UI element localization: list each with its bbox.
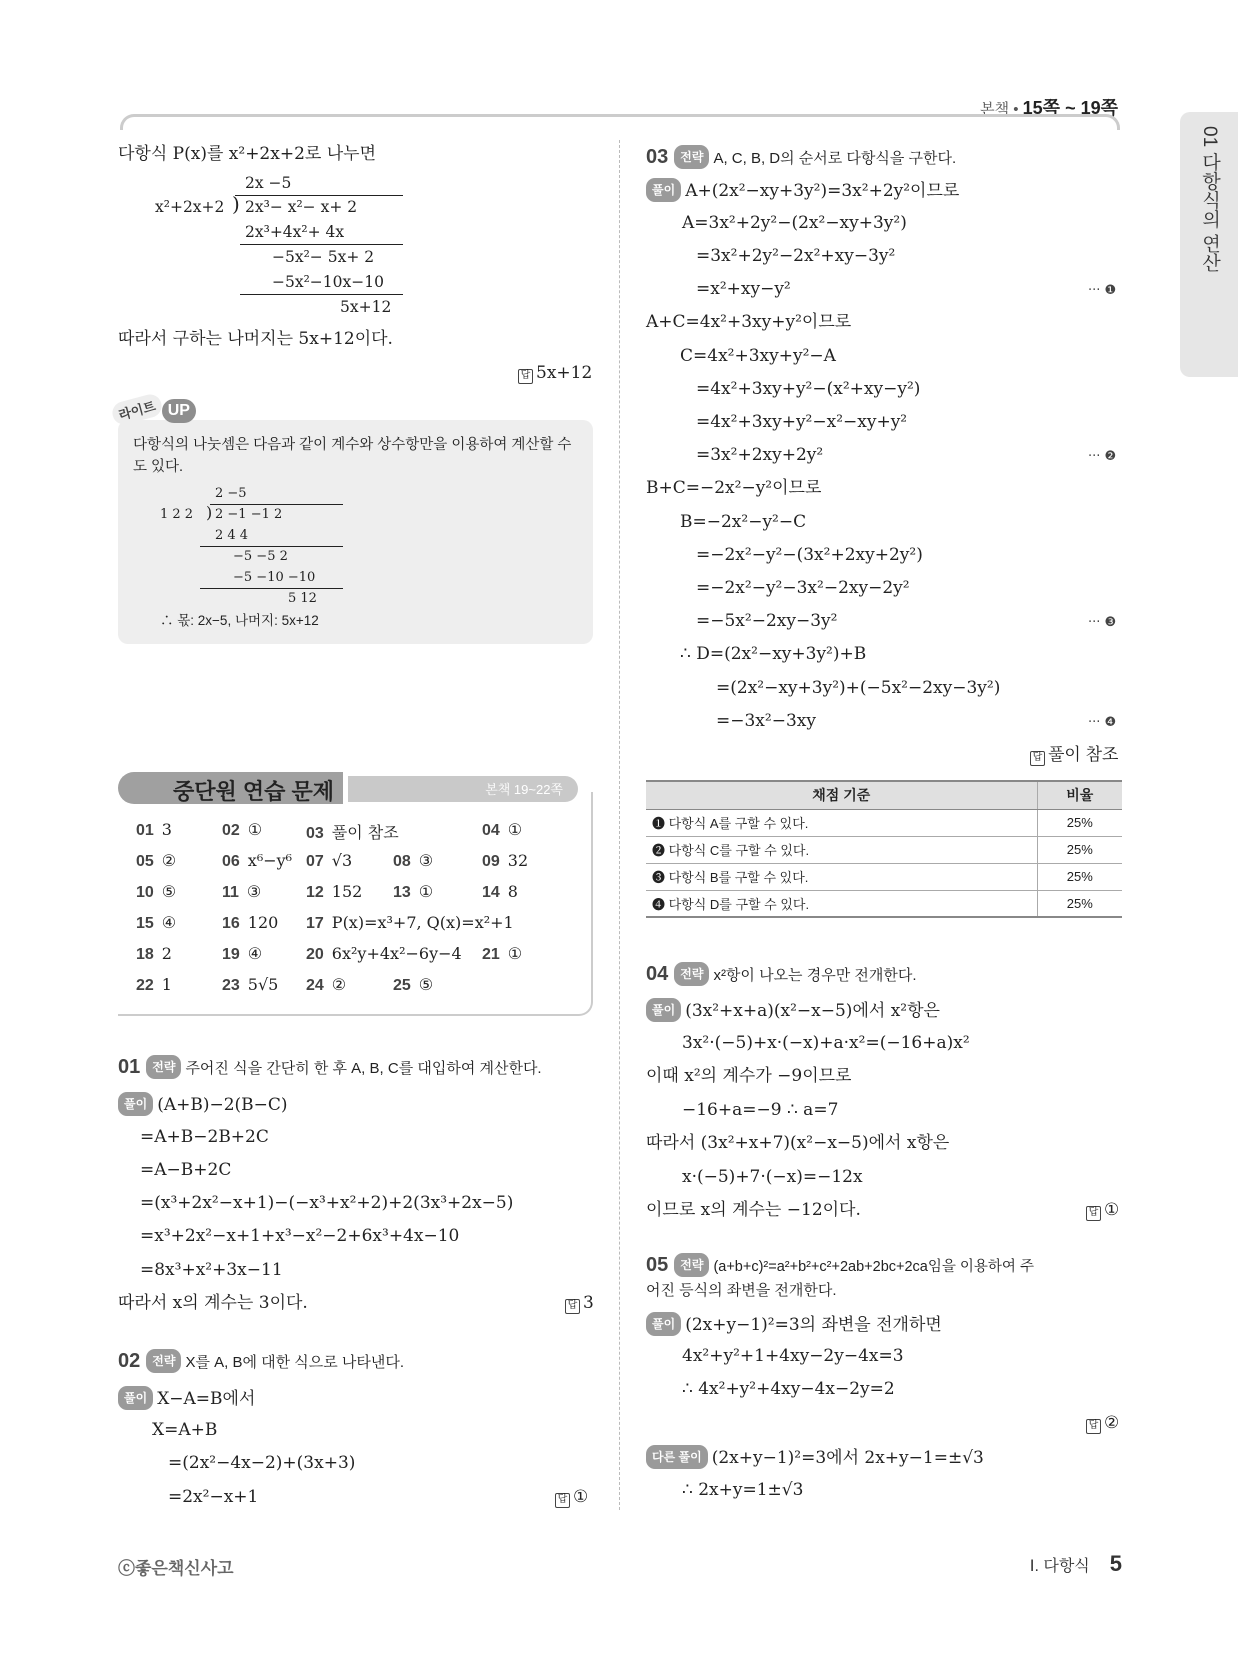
answer-item: 05 ②: [136, 851, 177, 870]
q01-answer: 답 3: [565, 1292, 594, 1314]
answer-item: 08 ③: [393, 851, 434, 870]
answer-icon: 답: [1086, 1206, 1101, 1221]
answer-item: 25 ⑤: [393, 975, 434, 994]
publisher-logo: ⓒ좋은책신사고: [118, 1559, 234, 1578]
chapter-side-tab: 01 다항식의 연산: [1180, 112, 1238, 377]
answer-item: 12 152: [306, 882, 363, 901]
col-ratio: 비율: [1037, 781, 1122, 809]
q01-header: 01 전략 주어진 식을 간단히 한 후 A, B, C를 대입하여 계산한다.: [118, 1056, 542, 1078]
q03-sol-7: =4x²+3xy+y²−(x²+xy−y²): [696, 379, 921, 399]
table-row: ❶ 다항식 A를 구할 수 있다. 25%: [646, 809, 1122, 836]
answer-item: 15 ④: [136, 913, 177, 932]
q05-alt-1: 다른 풀이 (2x+y−1)²=3에서 2x+y−1=±√3: [646, 1445, 984, 1469]
answer-item: 06 x⁶−y⁶: [222, 851, 293, 870]
page-range-header: 본책 • 15쪽 ~ 19쪽: [980, 98, 1118, 118]
answer-item: 24 ②: [306, 975, 347, 994]
q01-sol-4: =(x³+2x²−x+1)−(−x³+x²+2)+2(3x³+2x−5): [140, 1193, 514, 1213]
q03-sol-3: =3x²+2y²−2x²+xy−3y²: [696, 246, 896, 266]
q03-sol-17: =−3x²−3xy: [716, 711, 816, 731]
q04-sol-7: 이므로 x의 계수는 −12이다.: [646, 1200, 861, 1220]
table-row: ❷ 다항식 C를 구할 수 있다. 25%: [646, 836, 1122, 863]
q03-sol-11: B=−2x²−y²−C: [680, 512, 807, 532]
q02-sol-1: 풀이 X−A=B에서: [118, 1386, 255, 1410]
lite-up-badge: 라이트 UP: [112, 398, 196, 423]
q03-sol-8: =4x²+3xy+y²−x²−xy+y²: [696, 412, 908, 432]
q02-header: 02 전략 X를 A, B에 대한 식으로 나타낸다.: [118, 1350, 405, 1372]
q03-sol-1: 풀이 A+(2x²−xy+3y²)=3x²+2y²이므로: [646, 178, 959, 202]
answer-item: 11 ③: [222, 882, 262, 901]
lite-up-text: 다항식의 나눗셈은 다음과 같이 계수와 상수항만을 이용하여 계산할 수도 있다.: [133, 437, 572, 475]
q03-sol-6: C=4x²+3xy+y²−A: [680, 346, 836, 366]
section-header: [118, 772, 593, 804]
q03-sol-12: =−2x²−y²−(3x²+2xy+2y²): [696, 545, 923, 565]
q01-sol-5: =x³+2x²−x+1+x³−x²−2+6x³+4x−10: [140, 1226, 460, 1246]
table-row: ❸ 다항식 B를 구할 수 있다. 25%: [646, 863, 1122, 890]
column-divider: [619, 140, 620, 1510]
answer-item: 13 ①: [393, 882, 434, 901]
page-number: 5: [1109, 1551, 1122, 1576]
q03-sol-14: =−5x²−2xy−3y²: [696, 611, 838, 631]
page-footer: Ⅰ. 다항식 5: [1029, 1551, 1122, 1576]
q03-sol-16: =(2x²−xy+3y²)+(−5x²−2xy−3y²): [716, 678, 1001, 698]
q02-sol-4: =2x²−x+1: [168, 1487, 259, 1507]
q05-strategy-2: 어진 등식의 좌변을 전개한다.: [646, 1282, 837, 1299]
answer-item: 10 ⑤: [136, 882, 177, 901]
q05-sol-3: ∴ 4x²+y²+4xy−4x−2y=2: [682, 1379, 895, 1399]
q03-header: 03 전략 A, C, B, D의 순서로 다항식을 구한다.: [646, 146, 957, 168]
answer-1: 답 5x+12: [518, 362, 592, 384]
mark-3: ··· ❸: [1088, 615, 1117, 630]
q04-sol-6: x·(−5)+7·(−x)=−12x: [682, 1167, 863, 1187]
q04-sol-3: 이때 x²의 계수가 −9이므로: [646, 1066, 852, 1086]
q03-sol-13: =−2x²−y²−3x²−2xy−2y²: [696, 578, 910, 598]
answer-icon: 답: [555, 1493, 570, 1508]
q04-answer: 답 ①: [1086, 1199, 1119, 1221]
q03-sol-2: A=3x²+2y²−(2x²−xy+3y²): [682, 213, 907, 233]
q05-alt-2: ∴ 2x+y=1±√3: [682, 1480, 804, 1500]
answer-item: 16 120: [222, 913, 279, 932]
answer-icon: 답: [1030, 751, 1045, 766]
q05-sol-2: 4x²+y²+1+4xy−2y−4x=3: [682, 1346, 904, 1366]
q01-conclusion: 따라서 x의 계수는 3이다.: [118, 1293, 308, 1313]
top-frame: [120, 114, 1120, 130]
q03-sol-15: ∴ D=(2x²−xy+3y²)+B: [680, 644, 867, 664]
answer-item: 03 풀이 참조: [306, 823, 399, 842]
q04-sol-1: 풀이 (3x²+x+a)(x²−x−5)에서 x²항은: [646, 998, 940, 1022]
section-title: 중단원 연습 문제: [173, 779, 334, 804]
answer-item: 04 ①: [482, 820, 523, 839]
answer-item: 21 ①: [482, 944, 523, 963]
answer-item: 17 P(x)=x³+7, Q(x)=x²+1: [306, 913, 514, 932]
answer-icon: 답: [565, 1299, 580, 1314]
table-row: ❹ 다항식 D를 구할 수 있다. 25%: [646, 890, 1122, 917]
q05-answer: 답 ②: [1086, 1412, 1119, 1434]
q03-sol-4: =x²+xy−y²: [696, 279, 791, 299]
answer-icon: 답: [518, 369, 533, 384]
answer-item: 09 32: [482, 851, 529, 870]
answer-item: 07 √3: [306, 851, 353, 870]
q03-answer: 답 풀이 참조: [1030, 744, 1118, 766]
section-ref: 본책 19~22쪽: [485, 782, 563, 797]
q01-sol-3: =A−B+2C: [140, 1160, 232, 1180]
scoring-table: [646, 780, 1122, 918]
mark-4: ··· ❹: [1088, 715, 1117, 730]
answer-item: 02 ①: [222, 820, 263, 839]
answer-item: 23 5√5: [222, 975, 279, 994]
q02-answer: 답 ①: [555, 1486, 588, 1508]
q03-sol-5: A+C=4x²+3xy+y²이므로: [646, 312, 852, 332]
answer-item: 19 ④: [222, 944, 263, 963]
conclusion-text: 따라서 구하는 나머지는 5x+12이다.: [118, 329, 393, 349]
q03-sol-9: =3x²+2xy+2y²: [696, 445, 824, 465]
q04-sol-2: 3x²·(−5)+x·(−x)+a·x²=(−16+a)x²: [682, 1033, 970, 1053]
q03-sol-10: B+C=−2x²−y²이므로: [646, 478, 822, 498]
q02-sol-2: X=A+B: [152, 1420, 218, 1440]
mark-2: ··· ❷: [1088, 449, 1117, 464]
answer-item: 20 6x²y+4x²−6y−4: [306, 944, 462, 963]
q01-sol-2: =A+B−2B+2C: [140, 1127, 269, 1147]
q05-header: 05 전략 (a+b+c)²=a²+b²+c²+2ab+2bc+2ca임을 이용하여 주: [646, 1254, 1034, 1276]
q02-sol-3: =(2x²−4x−2)+(3x+3): [168, 1453, 356, 1473]
q04-header: 04 전략 x²항이 나오는 경우만 전개한다.: [646, 963, 917, 985]
answer-icon: 답: [1086, 1419, 1101, 1434]
answer-item: 22 1: [136, 975, 172, 994]
q05-sol-1: 풀이 (2x+y−1)²=3의 좌변을 전개하면: [646, 1312, 942, 1336]
mark-1: ··· ❶: [1088, 283, 1117, 298]
col-criteria: 채점 기준: [646, 781, 1037, 809]
answer-item: 14 8: [482, 882, 518, 901]
lite-up-result: ∴ 몫: 2x−5, 나머지: 5x+12: [160, 613, 319, 628]
intro-text: 다항식 P(x)를 x²+2x+2로 나누면: [118, 144, 376, 164]
answer-item: 18 2: [136, 944, 172, 963]
q04-sol-4: −16+a=−9 ∴ a=7: [682, 1100, 839, 1120]
q04-sol-5: 따라서 (3x²+x+7)(x²−x−5)에서 x항은: [646, 1133, 950, 1153]
q01-sol-1: 풀이 (A+B)−2(B−C): [118, 1092, 288, 1116]
answer-item: 01 3: [136, 820, 172, 839]
q01-sol-6: =8x³+x²+3x−11: [140, 1260, 283, 1280]
